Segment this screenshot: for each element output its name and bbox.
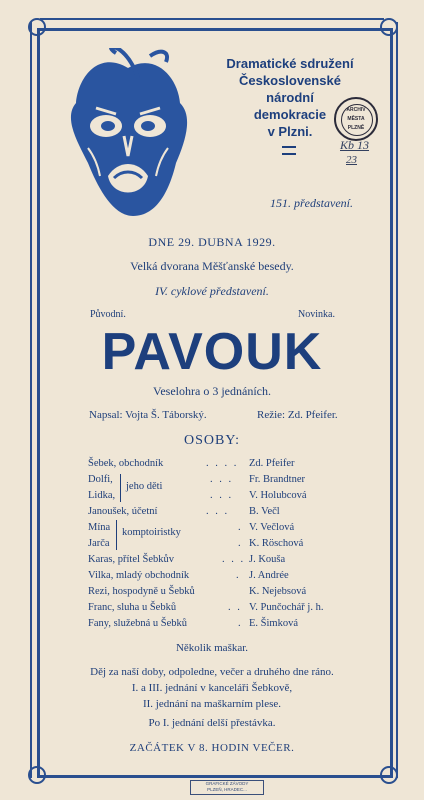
masks-line: Několik maškar. [175,642,249,654]
group-brace [116,520,117,550]
cast-row [88,585,378,601]
start-time: ZAČÁTEK V 8. HODIN VEČER. [129,742,295,754]
cast-actor: K. Nejebsová [249,586,307,597]
venue: Velká dvorana Měšťanské besedy. [130,259,294,273]
cast-actor: B. Večl [249,506,280,517]
original-label: Původní. [90,309,126,320]
cast-actor: E. Šimková [249,618,298,629]
leader-dots: . [238,538,243,549]
corner-ornament-icon [28,18,46,36]
intermission-note: Po I. jednání delší přestávka. [148,717,276,729]
stamp-text: PLZNĚ [347,125,365,131]
cast-role: Janoušek, účetní [88,506,158,517]
cast-actor: V. Punčochář j. h. [249,602,324,613]
play-title: PAVOUK [101,323,323,381]
cycle-line: IV. cyklové představení. [155,284,269,298]
cast-actor: Fr. Brandtner [249,474,305,485]
cast-role: Šebek, obchodník [88,458,164,469]
cast-actor: J. Andrée [249,570,289,581]
novelty-label: Novinka. [298,309,335,320]
cast-role: Jarča [88,538,110,549]
leader-dots: . . [228,602,242,613]
corner-ornament-icon [28,766,46,784]
handwritten-note: 23 [346,154,357,166]
leader-dots: . . . [210,474,234,485]
cast-role: Rezi, hospodyně u Šebků [88,586,195,597]
director-line: Režie: Zd. Pfeifer. [257,409,338,421]
group-label: komptoiristky [122,527,181,538]
org-line: v Plzni. [267,124,313,139]
cast-row [88,569,378,585]
cast-role: Fany, služebná u Šebků [88,618,188,629]
leader-dots: . [238,522,243,533]
cast-actor: V. Večlová [249,522,295,533]
stamp-text: MĚSTA [347,116,365,122]
date-line: DNE 29. DUBNA 1929. [148,235,276,249]
handwritten-note: Kb 13 [340,138,370,152]
leader-dots: . . . [206,506,230,517]
org-line: národní [266,90,314,105]
top-rule [40,18,384,20]
cast-row [88,537,378,553]
cast-actor: K. Röschová [249,538,304,549]
leader-dots: . [238,618,243,629]
org-line: Dramatické sdružení [226,56,354,71]
printer-text: PLZEŇ, HRADEC... [207,787,247,792]
corner-ornament-icon [380,766,398,784]
corner-ornament-icon [380,18,398,36]
setting-note: I. a III. jednání v kanceláři Šebkově, [131,682,293,694]
cast-role: Lidka, [88,490,116,501]
printer-mark [190,780,264,795]
cast-role: Karas, přítel Šebkův [88,554,175,565]
performance-number: 151. představení. [270,196,353,210]
cast-row [88,457,378,473]
cast-role: Dolfi, [88,474,113,485]
leader-dots: . . . [210,490,234,501]
printer-text: GRAFICKÉ ZÁVODY [205,781,249,786]
stamp-text: ARCHIV [346,107,366,113]
org-divider [282,146,296,155]
cast-role: Franc, sluha u Šebků [88,602,177,613]
leader-dots: . . . . [206,458,239,469]
cast-actor: Zd. Pfeifer [249,458,295,469]
cast-actor: J. Kouša [249,554,286,565]
setting-note: Děj za naší doby, odpoledne, večer a druhého dne ráno. [90,666,334,678]
theatre-mask-icon [58,48,198,220]
cast-actor: V. Holubcová [249,490,307,501]
group-label: jeho děti [126,481,163,492]
cast-row [88,505,378,521]
cast-role: Mína [88,522,111,533]
bottom-rule [40,776,384,778]
author-line: Napsal: Vojta Š. Táborský. [89,409,207,421]
cast-heading: OSOBY: [183,433,241,448]
cast-role: Vilka, mladý obchodník [88,570,190,581]
archive-stamp [334,97,378,141]
org-line: demokracie [253,107,327,122]
cast-row [88,601,378,617]
play-subtitle: Veselohra o 3 jednáních. [153,384,271,398]
setting-note: II. jednání na maškarním plese. [142,698,282,710]
leader-dots: . . . [222,554,246,565]
leader-dots: . [236,570,241,581]
cast-row [88,553,378,569]
group-brace [120,474,121,502]
org-line: Československé [239,73,341,88]
cast-row [88,617,378,633]
